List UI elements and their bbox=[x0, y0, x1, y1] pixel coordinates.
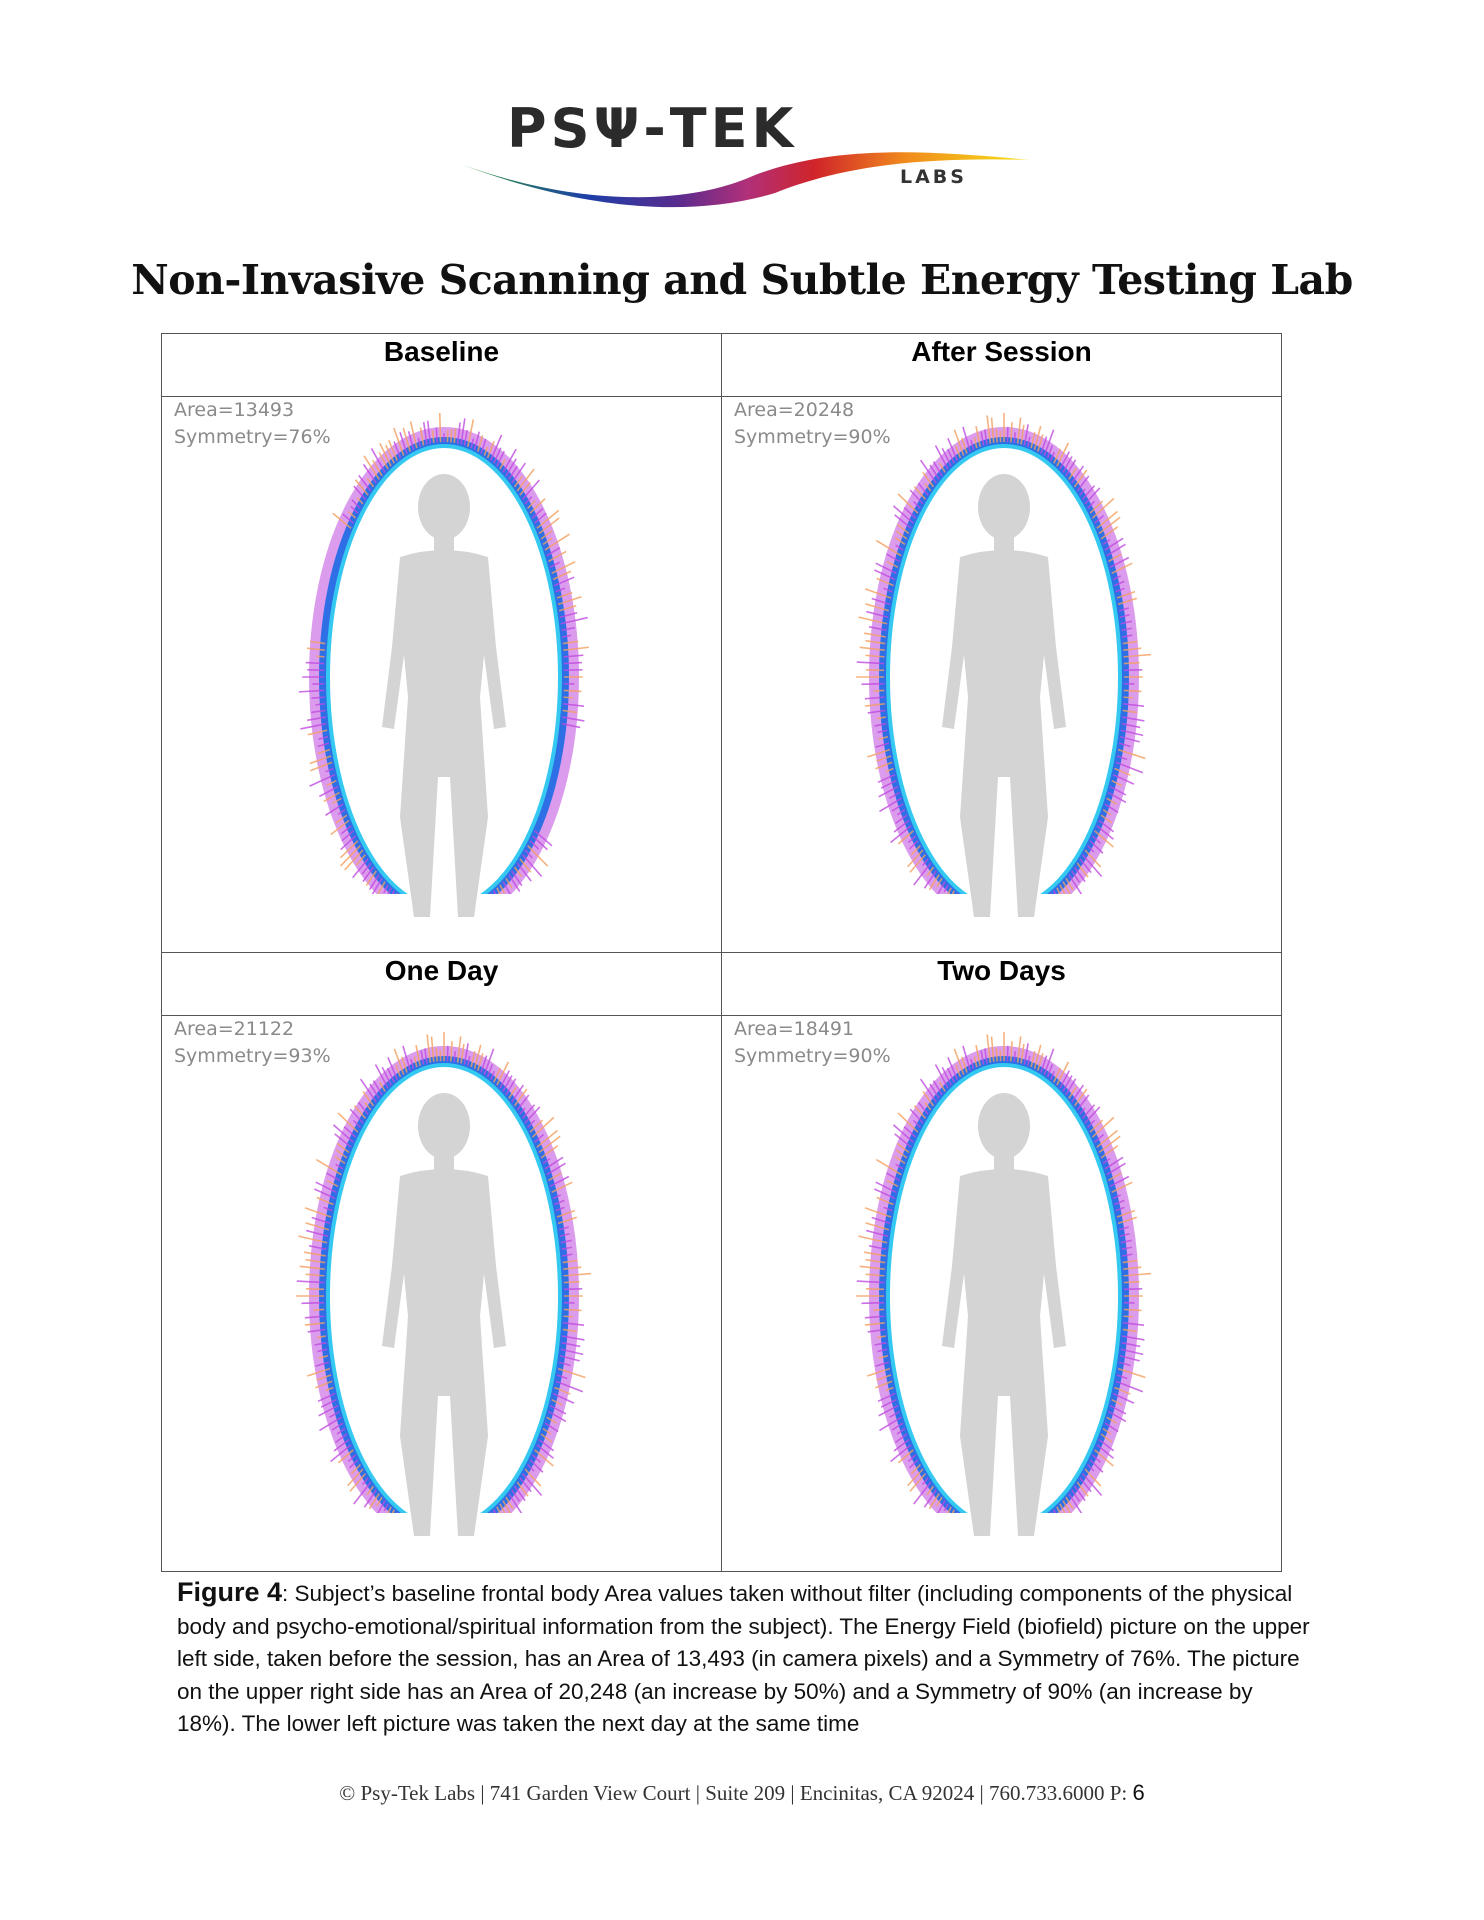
page-heading: Non-Invasive Scanning and Subtle Energy Testing Lab bbox=[131, 256, 1353, 304]
page-footer bbox=[0, 1780, 1484, 1806]
baseline-area: Area=13493 bbox=[174, 399, 295, 421]
figure-caption bbox=[177, 1576, 1312, 1741]
psytek-logo bbox=[455, 95, 1035, 225]
panel-header-one-day: One Day bbox=[162, 953, 722, 1016]
two-days-area: Area=18491 bbox=[734, 1018, 855, 1040]
body-silhouette bbox=[382, 1093, 506, 1536]
page-number: 6 bbox=[1132, 1780, 1145, 1805]
panel-header-after-session: After Session bbox=[722, 334, 1282, 397]
after-session-area: Area=20248 bbox=[734, 399, 855, 421]
body-silhouette bbox=[382, 474, 506, 917]
brand-name: PSΨ-TEK bbox=[507, 97, 798, 160]
panel-baseline bbox=[162, 397, 722, 953]
one-day-area: Area=21122 bbox=[174, 1018, 295, 1040]
figure-caption-text: : Subject’s baseline frontal body Area values taken without filter (including components of the physical body and psycho-emotional/spiritual information from the subject). The Energy Field (biofield) picture on the upper left side, taken before the session, has an Area of 13,493 (in camera pixels) and a Symmetry of 76%. The picture on the upper right side has an Area of 20,248 (an increase by 50%) and a Symmetry of 90% (an increase by 18%). The lower left picture was taken the next day at the same time bbox=[177, 1581, 1310, 1736]
brand-sub: LABS bbox=[900, 166, 967, 188]
aura-image-after-session bbox=[722, 397, 1280, 952]
aura-image-one-day bbox=[162, 1016, 720, 1571]
panel-header-two-days: Two Days bbox=[722, 953, 1282, 1016]
body-silhouette bbox=[942, 1093, 1066, 1536]
figure-grid bbox=[161, 333, 1282, 1574]
footer-address: © Psy-Tek Labs | 741 Garden View Court | Suite 209 | Encinitas, CA 92024 | 760.733.6000 P: bbox=[339, 1781, 1133, 1805]
panel-header-baseline: Baseline bbox=[162, 334, 722, 397]
panel-two-days bbox=[722, 1016, 1282, 1572]
aura-image-baseline bbox=[162, 397, 720, 952]
figure-label: Figure 4 bbox=[177, 1577, 283, 1607]
panel-after-session bbox=[722, 397, 1282, 953]
one-day-symmetry: Symmetry=93% bbox=[174, 1045, 331, 1067]
baseline-symmetry: Symmetry=76% bbox=[174, 426, 331, 448]
after-session-symmetry: Symmetry=90% bbox=[734, 426, 891, 448]
panel-one-day bbox=[162, 1016, 722, 1572]
body-silhouette bbox=[942, 474, 1066, 917]
aura-image-two-days bbox=[722, 1016, 1280, 1571]
two-days-symmetry: Symmetry=90% bbox=[734, 1045, 891, 1067]
